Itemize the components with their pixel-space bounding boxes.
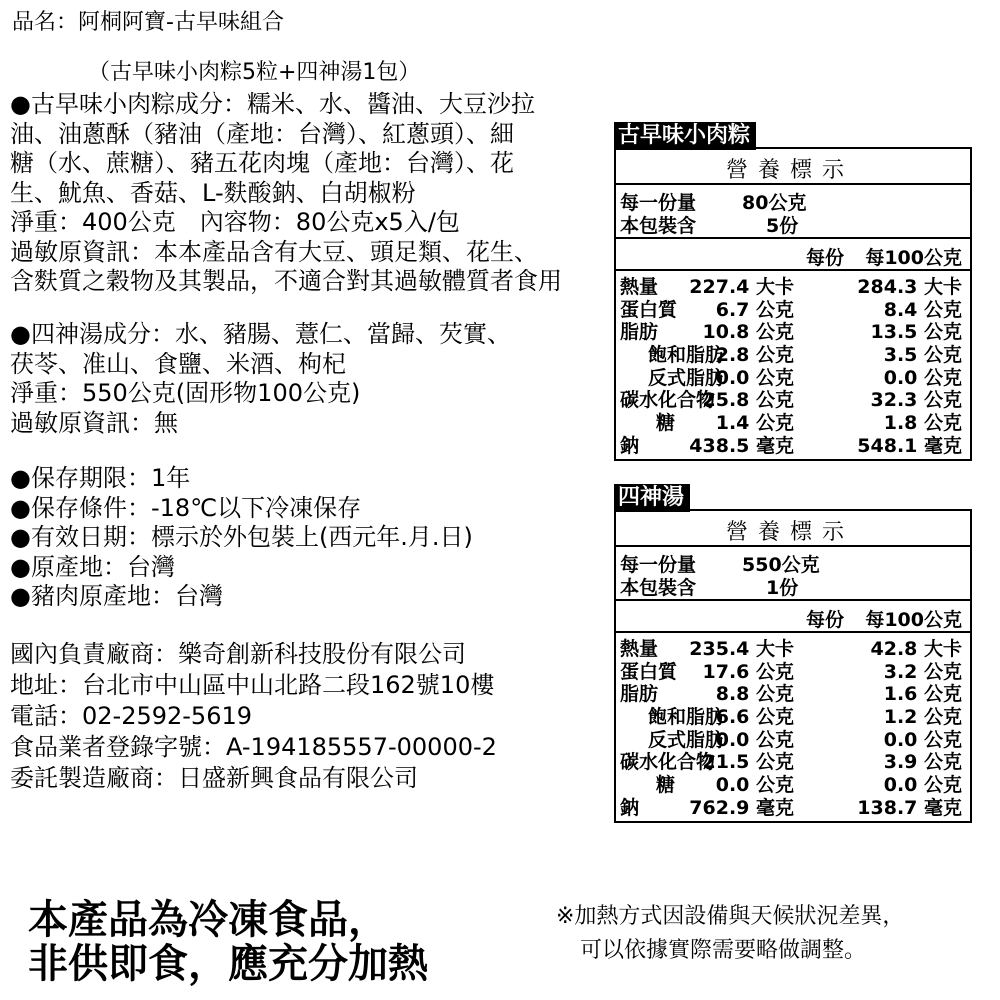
nutrient-per-100g: 8.4 公克 bbox=[883, 298, 962, 321]
nutrient-name: 碳水化合物 bbox=[620, 389, 716, 412]
nutrient-per-serving: 17.6 公克 bbox=[702, 660, 794, 683]
nutrition-title bbox=[616, 511, 970, 547]
ingredient-line: 過敏原資訊：本本產品含有大豆、頭足類、花生、 bbox=[10, 237, 538, 266]
nutrition-panel-label: 古早味小肉粽 bbox=[614, 122, 756, 150]
frozen-warning-line1: 本產品為冷凍食品， bbox=[28, 897, 388, 943]
serving-info bbox=[616, 185, 970, 239]
ingredient-line: 含麩質之穀物及其製品，不適合對其過敏體質者食用 bbox=[10, 267, 562, 295]
nutrition-row bbox=[616, 678, 970, 706]
nutrition-title-text: 營養標示 bbox=[726, 158, 855, 183]
nutrient-per-serving: 25.8 公克 bbox=[702, 389, 794, 412]
nutrition-panel-label: 四神湯 bbox=[614, 484, 690, 512]
nutrient-per-serving: 10.8 公克 bbox=[702, 321, 794, 344]
nutrient-per-100g: 1.6 公克 bbox=[883, 683, 962, 706]
nutrient-name: 蛋白質 bbox=[620, 660, 678, 683]
nutrition-title bbox=[616, 149, 970, 185]
nutrient-name: 反式脂肪 bbox=[648, 366, 725, 389]
nutrition-row bbox=[616, 316, 970, 344]
ingredient-line: ●古早味小肉粽成分：糯米、水、醬油、大豆沙拉 bbox=[10, 90, 535, 118]
pack-value: 1份 bbox=[766, 577, 799, 599]
heating-note-line2: 可以依據實際需要略做調整。 bbox=[580, 938, 867, 963]
nutrition-row bbox=[616, 792, 970, 819]
nutrient-per-100g: 138.7 毫克 bbox=[857, 796, 962, 819]
storage-line: ●保存條件：-18℃以下冷凍保存 bbox=[10, 493, 362, 522]
frozen-warning-line2: 非供即食，應充分加熱 bbox=[28, 941, 428, 987]
nutrient-per-100g: 1.2 公克 bbox=[883, 706, 962, 729]
maker-line: 委託製造廠商：日盛新興食品有限公司 bbox=[10, 764, 418, 792]
nutrition-column-header bbox=[616, 601, 970, 633]
serving-label: 每一份量 bbox=[620, 554, 697, 576]
nutrition-row bbox=[616, 384, 970, 412]
nutrition-title-text: 營養標示 bbox=[726, 520, 855, 545]
nutrition-row bbox=[616, 407, 970, 435]
pack-label: 本包裝含 bbox=[620, 215, 697, 237]
pack-value: 5份 bbox=[766, 215, 799, 237]
nutrient-name: 熱量 bbox=[620, 276, 659, 298]
nutrient-name: 鈉 bbox=[620, 796, 640, 819]
pack-label: 本包裝含 bbox=[620, 577, 697, 599]
nutrient-name: 碳水化合物 bbox=[620, 751, 716, 774]
nutrient-name: 脂肪 bbox=[620, 321, 659, 344]
serving-value: 550公克 bbox=[742, 554, 820, 576]
nutrition-row bbox=[616, 701, 970, 729]
nutrient-name: 飽和脂肪 bbox=[648, 706, 725, 729]
per-serving-header: 每份 bbox=[805, 247, 844, 269]
per-100g-header: 每100公克 bbox=[865, 247, 962, 269]
nutrient-per-serving: 235.4 大卡 bbox=[689, 638, 794, 660]
nutrient-per-100g: 3.5 公克 bbox=[883, 344, 962, 367]
nutrient-per-100g: 1.8 公克 bbox=[883, 412, 962, 435]
nutrient-per-100g: 42.8 大卡 bbox=[870, 638, 962, 660]
nutrition-row bbox=[616, 362, 970, 389]
per-100g-header: 每100公克 bbox=[865, 609, 962, 631]
ingredient-line: ●四神湯成分：水、豬腸、薏仁、當歸、芡實、 bbox=[10, 320, 511, 348]
nutrient-per-100g: 3.2 公克 bbox=[883, 660, 962, 683]
serving-value: 80公克 bbox=[742, 192, 807, 214]
nutrient-per-serving: 21.5 公克 bbox=[702, 751, 794, 774]
nutrient-per-serving: 438.5 毫克 bbox=[689, 434, 794, 457]
nutrient-per-serving: 0.0 公克 bbox=[715, 774, 794, 797]
nutrient-per-serving: 6.6 公克 bbox=[715, 706, 794, 729]
nutrient-name: 飽和脂肪 bbox=[648, 344, 725, 367]
nutrition-table bbox=[614, 509, 972, 823]
nutrient-per-serving: 227.4 大卡 bbox=[689, 276, 794, 298]
serving-label: 每一份量 bbox=[620, 192, 697, 214]
storage-line: ●有效日期：標示於外包裝上(西元年.月.日) bbox=[10, 523, 473, 551]
nutrient-per-100g: 0.0 公克 bbox=[883, 366, 962, 389]
nutrient-per-serving: 8.8 公克 bbox=[715, 683, 794, 706]
product-name: 品名：阿桐阿寶-古早味組合 bbox=[12, 10, 284, 35]
nutrition-table bbox=[614, 147, 972, 461]
ingredient-line: 淨重：400公克 內容物：80公克x5入/包 bbox=[10, 208, 460, 236]
ingredient-line: 過敏原資訊：無 bbox=[10, 408, 178, 437]
maker-line: 國內負責廠商：樂奇創新科技股份有限公司 bbox=[10, 640, 466, 668]
nutrient-per-serving: 0.0 公克 bbox=[715, 366, 794, 389]
ingredient-line: 油、油蔥酥（豬油（產地：台灣）、紅蔥頭）、細 bbox=[10, 119, 514, 148]
nutrition-row bbox=[616, 294, 970, 321]
nutrition-row bbox=[616, 339, 970, 367]
nutrition-row bbox=[616, 430, 970, 457]
ingredient-line: 茯苓、准山、食鹽、米酒、枸杞 bbox=[10, 349, 346, 378]
nutrient-per-100g: 548.1 毫克 bbox=[857, 434, 962, 457]
storage-line: ●保存期限：1年 bbox=[10, 464, 191, 492]
nutrition-row bbox=[616, 633, 970, 660]
nutrient-per-serving: 0.0 公克 bbox=[715, 728, 794, 751]
nutrition-row bbox=[616, 746, 970, 774]
storage-line: ●原產地：台灣 bbox=[10, 552, 175, 581]
nutrient-per-serving: 6.7 公克 bbox=[715, 298, 794, 321]
nutrient-per-serving: 2.8 公克 bbox=[715, 344, 794, 367]
nutrition-row bbox=[616, 724, 970, 751]
nutrition-rows bbox=[616, 271, 970, 459]
nutrient-per-100g: 32.3 公克 bbox=[870, 389, 962, 412]
ingredient-line: 糖（水、蔗糖）、豬五花肉塊（產地：台灣）、花 bbox=[10, 149, 514, 177]
nutrition-column-header bbox=[616, 239, 970, 271]
nutrient-name: 糖 bbox=[656, 412, 676, 435]
maker-line: 電話：02-2592-5619 bbox=[10, 702, 253, 730]
nutrition-rows bbox=[616, 633, 970, 821]
nutrient-per-serving: 1.4 公克 bbox=[715, 412, 794, 435]
nutrition-row bbox=[616, 769, 970, 797]
maker-line: 地址：台北市中山區中山北路二段162號10樓 bbox=[10, 671, 495, 699]
ingredient-line: 生、魷魚、香菇、L-麩酸鈉、白胡椒粉 bbox=[10, 178, 416, 207]
heating-note-line1: ※加熱方式因設備與天候狀況差異， bbox=[556, 904, 905, 929]
nutrient-name: 反式脂肪 bbox=[648, 728, 725, 751]
nutrient-per-serving: 762.9 毫克 bbox=[689, 796, 794, 819]
nutrient-per-100g: 284.3 大卡 bbox=[857, 276, 962, 298]
maker-line: 食品業者登錄字號：A-194185557-00000-2 bbox=[10, 733, 497, 761]
nutrient-per-100g: 13.5 公克 bbox=[870, 321, 962, 344]
serving-info bbox=[616, 547, 970, 601]
nutrient-name: 鈉 bbox=[620, 434, 640, 457]
nutrition-row bbox=[616, 271, 970, 298]
nutrient-per-100g: 3.9 公克 bbox=[883, 751, 962, 774]
nutrient-per-100g: 0.0 公克 bbox=[883, 728, 962, 751]
ingredient-line: 淨重：550公克(固形物100公克) bbox=[10, 379, 361, 407]
nutrient-name: 熱量 bbox=[620, 638, 659, 660]
nutrition-row bbox=[616, 656, 970, 683]
nutrient-name: 脂肪 bbox=[620, 683, 659, 706]
storage-line: ●豬肉原產地：台灣 bbox=[10, 582, 223, 610]
nutrient-per-100g: 0.0 公克 bbox=[883, 774, 962, 797]
nutrient-name: 糖 bbox=[656, 774, 676, 797]
product-subtitle: （古早味小肉粽5粒+四神湯1包） bbox=[88, 60, 421, 85]
nutrient-name: 蛋白質 bbox=[620, 298, 678, 321]
per-serving-header: 每份 bbox=[805, 609, 844, 631]
